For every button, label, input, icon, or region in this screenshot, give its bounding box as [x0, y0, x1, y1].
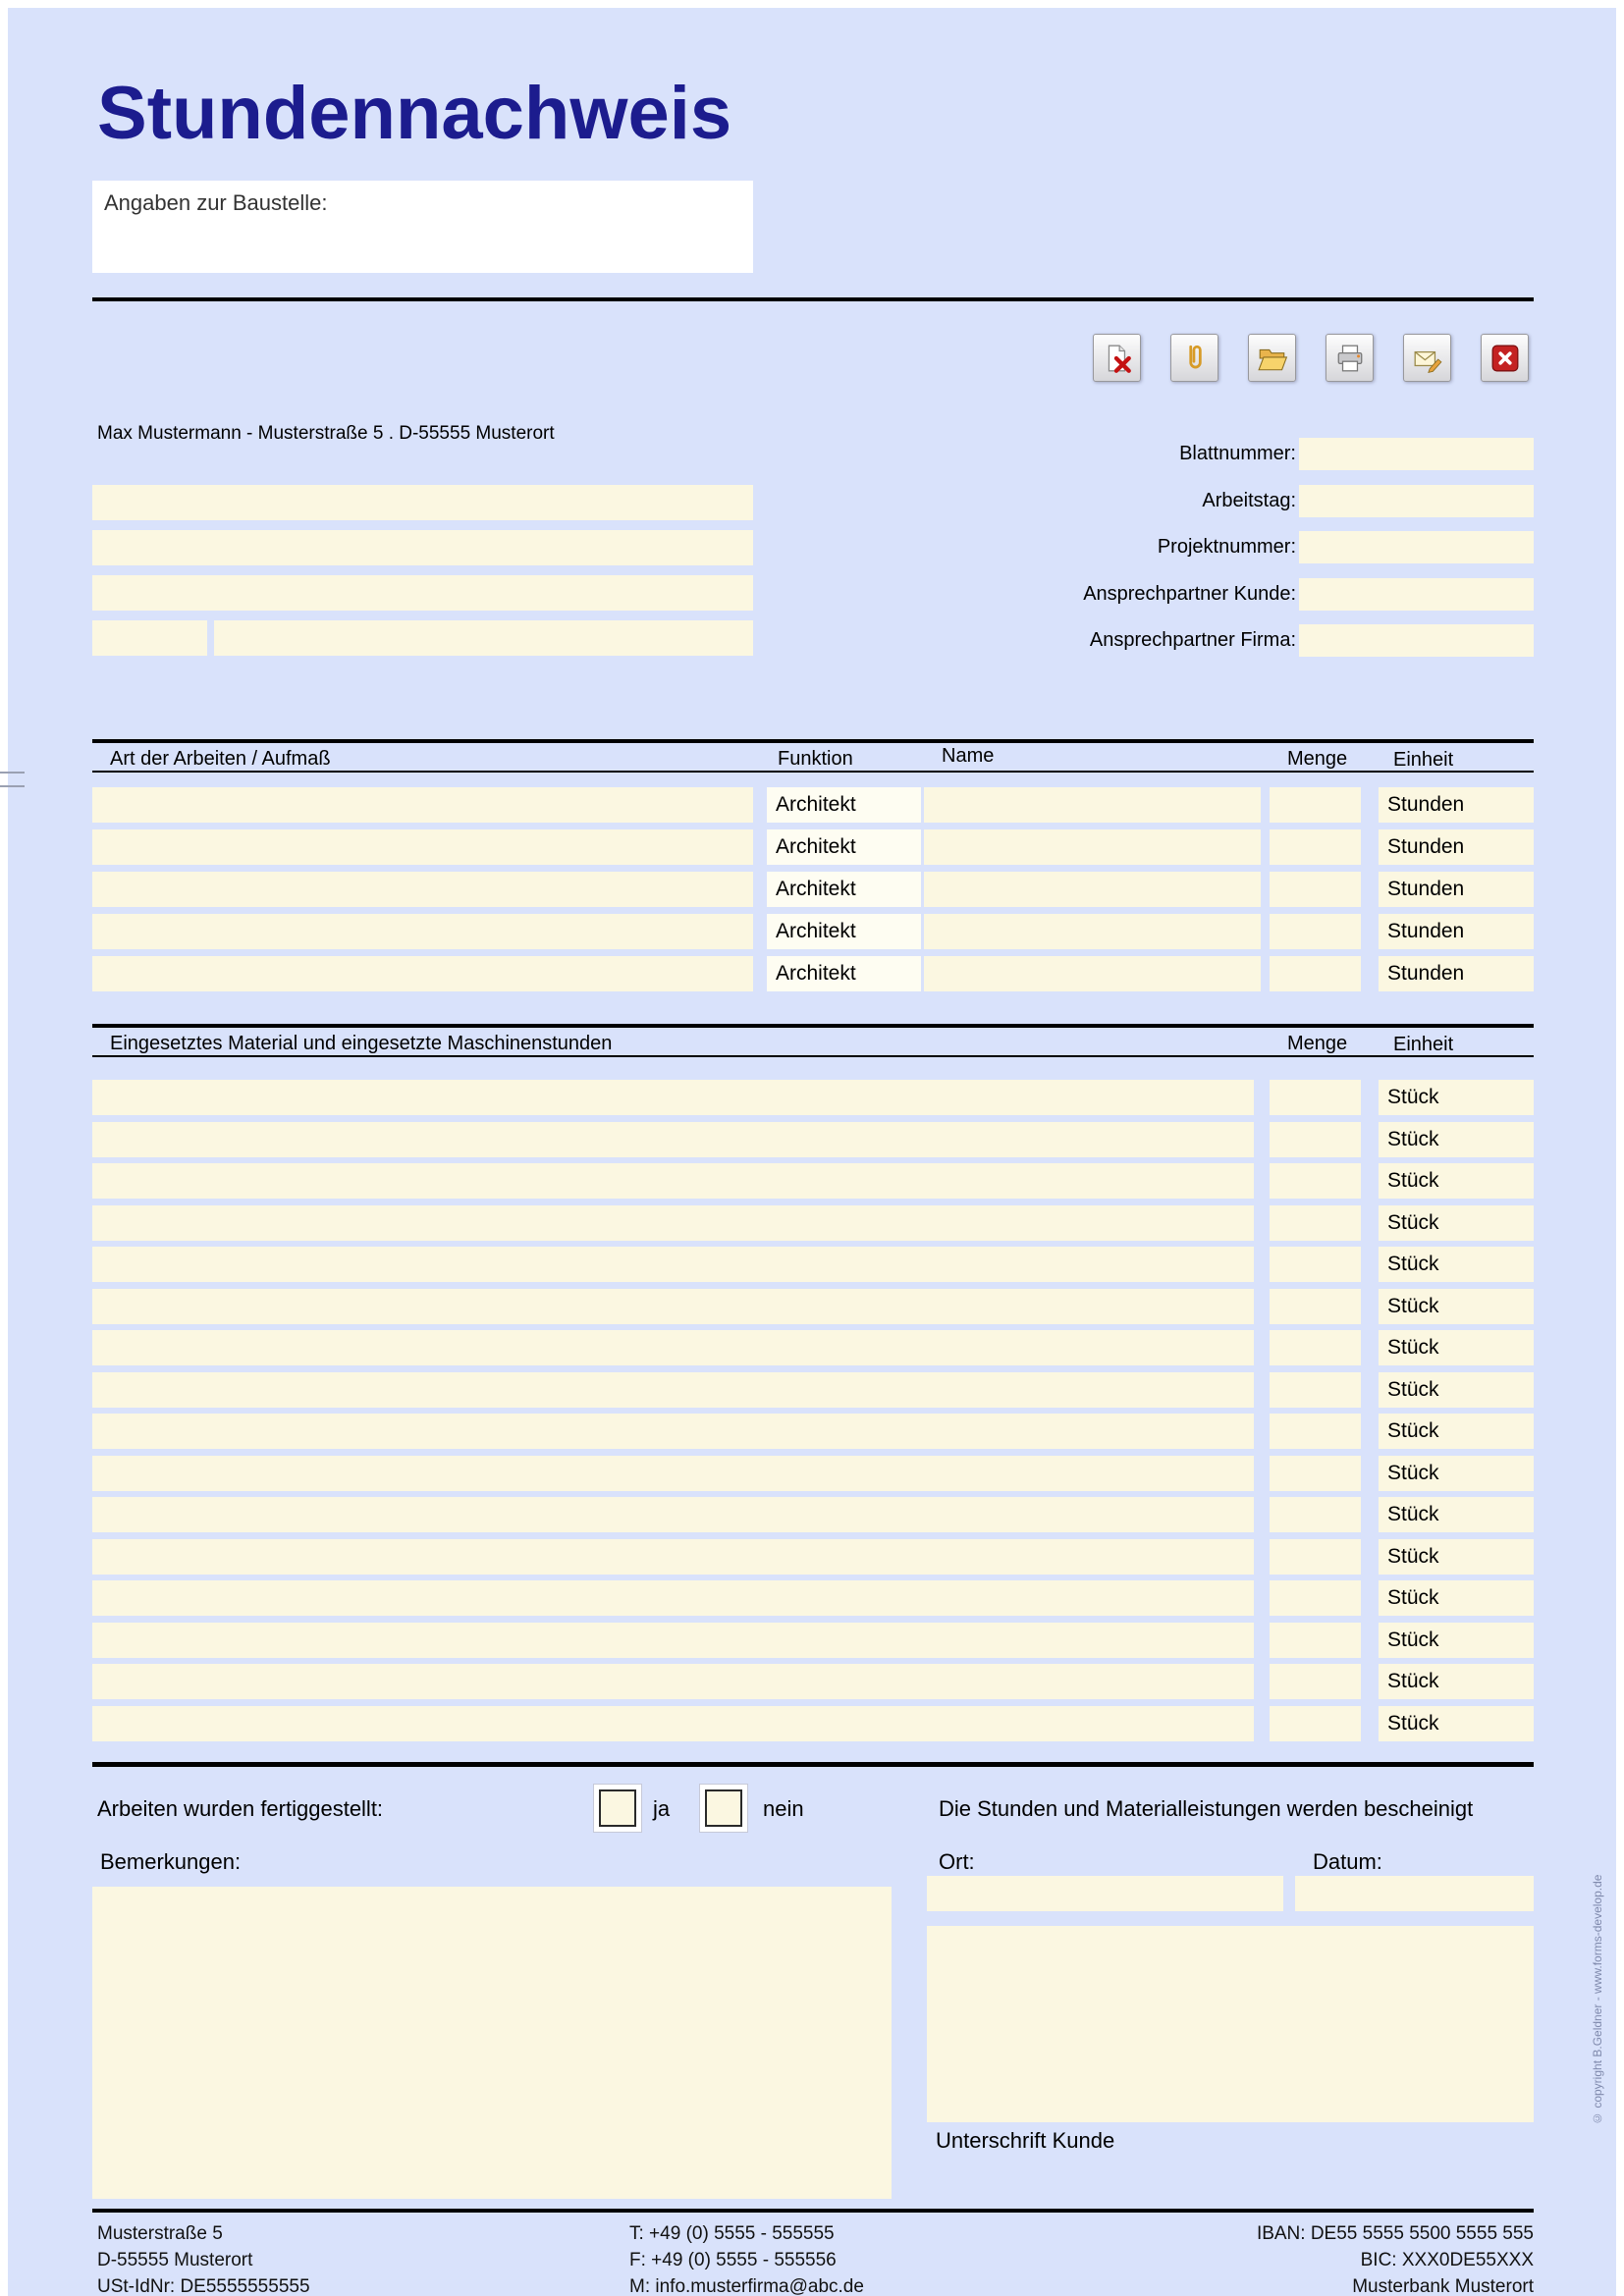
work-name-input[interactable]: [924, 956, 1261, 991]
work-table-rows: [92, 787, 1534, 991]
material-description-input[interactable]: [92, 1497, 1254, 1532]
footer-contact: [629, 2220, 864, 2296]
material-einheit-select[interactable]: Stück: [1379, 1205, 1534, 1241]
close-button[interactable]: [1481, 334, 1529, 382]
material-menge-input[interactable]: [1270, 1247, 1361, 1282]
material-description-input[interactable]: [92, 1664, 1254, 1699]
open-folder-button[interactable]: [1248, 334, 1296, 382]
material-description-input[interactable]: [92, 1289, 1254, 1324]
ort-label: Ort:: [939, 1849, 975, 1874]
meta-field-row: [687, 485, 1534, 517]
attachment-icon: [1179, 343, 1211, 374]
address-line2-input[interactable]: [92, 530, 753, 565]
meta-field-label: Ansprechpartner Kunde:: [1083, 582, 1296, 605]
baustelle-label: Angaben zur Baustelle:: [104, 190, 328, 215]
work-name-input[interactable]: [924, 872, 1261, 907]
work-header-funktion: Funktion: [778, 748, 853, 770]
material-description-input[interactable]: [92, 1372, 1254, 1408]
material-menge-input[interactable]: [1270, 1664, 1361, 1699]
work-funktion-select[interactable]: Architekt: [767, 787, 921, 823]
material-description-input[interactable]: [92, 1580, 1254, 1616]
meta-field-row: [687, 531, 1534, 563]
material-row: [92, 1372, 1534, 1408]
baustelle-input[interactable]: [92, 181, 753, 273]
work-einheit-select[interactable]: Stunden: [1379, 787, 1534, 823]
material-menge-input[interactable]: [1270, 1372, 1361, 1408]
material-row: [92, 1330, 1534, 1365]
work-row: [92, 914, 1534, 949]
datum-label: Datum:: [1313, 1849, 1382, 1874]
work-einheit-select[interactable]: Stunden: [1379, 956, 1534, 991]
material-einheit-select[interactable]: Stück: [1379, 1664, 1534, 1699]
fold-mark: [0, 772, 25, 774]
work-row: [92, 872, 1534, 907]
material-description-input[interactable]: [92, 1122, 1254, 1157]
work-row: [92, 956, 1534, 991]
material-row: [92, 1289, 1534, 1324]
signature-label: Unterschrift Kunde: [936, 2128, 1115, 2153]
material-row: [92, 1163, 1534, 1199]
work-menge-input[interactable]: [1270, 787, 1361, 823]
work-row: [92, 829, 1534, 865]
material-table-header: [92, 1024, 1534, 1057]
material-menge-input[interactable]: [1270, 1539, 1361, 1575]
material-menge-input[interactable]: [1270, 1414, 1361, 1449]
material-einheit-select[interactable]: Stück: [1379, 1580, 1534, 1616]
material-menge-input[interactable]: [1270, 1456, 1361, 1491]
footer-divider: [92, 2209, 1534, 2213]
material-einheit-select[interactable]: Stück: [1379, 1414, 1534, 1449]
page-title: Stundennachweis: [97, 72, 732, 155]
work-row: [92, 787, 1534, 823]
material-einheit-select[interactable]: Stück: [1379, 1497, 1534, 1532]
work-einheit-select[interactable]: Stunden: [1379, 829, 1534, 865]
open-folder-icon: [1257, 343, 1288, 374]
checkbox-ja-box: [599, 1789, 636, 1827]
material-einheit-select[interactable]: Stück: [1379, 1122, 1534, 1157]
work-menge-input[interactable]: [1270, 829, 1361, 865]
footer-address-line3: USt-IdNr: DE5555555555: [97, 2276, 310, 2296]
work-header-description: Art der Arbeiten / Aufmaß: [110, 748, 331, 770]
top-divider: [92, 297, 1534, 301]
material-einheit-select[interactable]: Stück: [1379, 1080, 1534, 1115]
print-icon: [1334, 343, 1366, 374]
material-description-input[interactable]: [92, 1330, 1254, 1365]
material-row: [92, 1456, 1534, 1491]
meta-field-input[interactable]: [1299, 578, 1534, 611]
work-name-input[interactable]: [924, 914, 1261, 949]
work-description-input[interactable]: [92, 787, 753, 823]
footer-email: M: info.musterfirma@abc.de: [629, 2276, 864, 2296]
work-header-name: Name: [942, 745, 995, 767]
material-description-input[interactable]: [92, 1706, 1254, 1741]
work-einheit-select[interactable]: Stunden: [1379, 914, 1534, 949]
certify-text: Die Stunden und Materialleistungen werden bescheinigt: [939, 1796, 1474, 1821]
material-menge-input[interactable]: [1270, 1080, 1361, 1115]
work-funktion-select[interactable]: Architekt: [767, 914, 921, 949]
signature-area[interactable]: [927, 1926, 1534, 2122]
work-menge-input[interactable]: [1270, 914, 1361, 949]
address-ort-input[interactable]: [214, 620, 753, 656]
footer-bic: BIC: XXX0DE55XXX: [1360, 2250, 1534, 2270]
checkbox-nein-box: [705, 1789, 742, 1827]
meta-field-input[interactable]: [1299, 531, 1534, 563]
work-funktion-select[interactable]: Architekt: [767, 829, 921, 865]
sender-address-line: Max Mustermann - Musterstraße 5 . D-55555 Musterort: [97, 423, 555, 444]
checkbox-nein-label: nein: [763, 1796, 804, 1821]
meta-fields: [687, 438, 1534, 657]
material-description-input[interactable]: [92, 1080, 1254, 1115]
meta-field-row: [687, 438, 1534, 470]
material-row: [92, 1205, 1534, 1241]
material-einheit-select[interactable]: Stück: [1379, 1539, 1534, 1575]
meta-field-label: Arbeitstag:: [1202, 489, 1296, 511]
address-line3-input[interactable]: [92, 575, 753, 611]
material-row: [92, 1623, 1534, 1658]
fold-mark: [0, 785, 25, 787]
material-header-einheit: Einheit: [1393, 1034, 1454, 1055]
work-description-input[interactable]: [92, 872, 753, 907]
work-description-input[interactable]: [92, 956, 753, 991]
send-mail-icon: [1412, 343, 1443, 374]
material-einheit-select[interactable]: Stück: [1379, 1247, 1534, 1282]
material-description-input[interactable]: [92, 1247, 1254, 1282]
address-plz-input[interactable]: [92, 620, 207, 656]
work-table-header: [92, 739, 1534, 773]
material-row: [92, 1580, 1534, 1616]
material-row: [92, 1247, 1534, 1282]
footer-address-line2: D-55555 Musterort: [97, 2250, 253, 2270]
send-mail-button[interactable]: [1403, 334, 1451, 382]
meta-field-label: Projektnummer:: [1157, 536, 1296, 558]
bemerkungen-textarea[interactable]: [92, 1887, 892, 2199]
material-menge-input[interactable]: [1270, 1330, 1361, 1365]
material-row: [92, 1497, 1534, 1532]
delete-document-button[interactable]: [1093, 334, 1141, 382]
material-menge-input[interactable]: [1270, 1122, 1361, 1157]
work-name-input[interactable]: [924, 829, 1261, 865]
work-header-menge: Menge: [1287, 748, 1348, 770]
material-description-input[interactable]: [92, 1456, 1254, 1491]
footer-phone: T: +49 (0) 5555 - 555555: [629, 2223, 835, 2244]
meta-field-label: Blattnummer:: [1179, 443, 1296, 464]
work-menge-input[interactable]: [1270, 872, 1361, 907]
attachment-button[interactable]: [1170, 334, 1218, 382]
material-einheit-select[interactable]: Stück: [1379, 1372, 1534, 1408]
material-row: [92, 1539, 1534, 1575]
material-menge-input[interactable]: [1270, 1580, 1361, 1616]
footer-address: [97, 2220, 310, 2296]
ort-input[interactable]: [927, 1876, 1283, 1911]
material-row: [92, 1080, 1534, 1115]
meta-field-label: Ansprechpartner Firma:: [1089, 629, 1296, 651]
work-name-input[interactable]: [924, 787, 1261, 823]
checkbox-nein[interactable]: [699, 1784, 748, 1833]
footer-iban: IBAN: DE55 5555 5500 5555 555: [1256, 2223, 1534, 2244]
datum-input[interactable]: [1295, 1876, 1534, 1911]
material-einheit-select[interactable]: Stück: [1379, 1289, 1534, 1324]
footer-bank-name: Musterbank Musterort: [1352, 2276, 1534, 2296]
material-description-input[interactable]: [92, 1623, 1254, 1658]
material-menge-input[interactable]: [1270, 1623, 1361, 1658]
material-row: [92, 1122, 1534, 1157]
copyright-vertical: © copyright B.Geldner - www.forms-develop.de: [1591, 1874, 1604, 2125]
work-description-input[interactable]: [92, 914, 753, 949]
work-funktion-select[interactable]: Architekt: [767, 956, 921, 991]
footer-address-line1: Musterstraße 5: [97, 2223, 223, 2244]
material-einheit-select[interactable]: Stück: [1379, 1706, 1534, 1741]
meta-field-input[interactable]: [1299, 485, 1534, 517]
work-funktion-select[interactable]: Architekt: [767, 872, 921, 907]
footer-fax: F: +49 (0) 5555 - 555556: [629, 2250, 837, 2270]
material-table-rows: [92, 1080, 1534, 1741]
meta-field-input[interactable]: [1299, 624, 1534, 657]
work-header-einheit: Einheit: [1393, 749, 1454, 771]
meta-field-row: [687, 578, 1534, 611]
material-menge-input[interactable]: [1270, 1497, 1361, 1532]
close-icon: [1489, 343, 1521, 374]
material-row: [92, 1664, 1534, 1699]
delete-document-icon: [1102, 343, 1133, 374]
work-description-input[interactable]: [92, 829, 753, 865]
address-line1-input[interactable]: [92, 485, 753, 520]
meta-field-row: [687, 624, 1534, 657]
material-row: [92, 1414, 1534, 1449]
work-menge-input[interactable]: [1270, 956, 1361, 991]
material-einheit-select[interactable]: Stück: [1379, 1163, 1534, 1199]
checkbox-ja[interactable]: [593, 1784, 642, 1833]
print-button[interactable]: [1326, 334, 1374, 382]
material-menge-input[interactable]: [1270, 1163, 1361, 1199]
material-row: [92, 1706, 1534, 1741]
material-description-input[interactable]: [92, 1539, 1254, 1575]
material-menge-input[interactable]: [1270, 1205, 1361, 1241]
footer-bank: [1141, 2220, 1534, 2296]
material-einheit-select[interactable]: Stück: [1379, 1456, 1534, 1491]
material-menge-input[interactable]: [1270, 1706, 1361, 1741]
material-description-input[interactable]: [92, 1163, 1254, 1199]
material-description-input[interactable]: [92, 1205, 1254, 1241]
meta-field-input[interactable]: [1299, 438, 1534, 470]
material-einheit-select[interactable]: Stück: [1379, 1330, 1534, 1365]
checkbox-ja-label: ja: [653, 1796, 671, 1821]
finished-label: Arbeiten wurden fertiggestellt:: [97, 1796, 384, 1821]
material-header-description: Eingesetztes Material und eingesetzte Maschinenstunden: [110, 1033, 613, 1054]
material-einheit-select[interactable]: Stück: [1379, 1623, 1534, 1658]
work-einheit-select[interactable]: Stunden: [1379, 872, 1534, 907]
bemerkungen-label: Bemerkungen:: [100, 1849, 242, 1874]
material-header-menge: Menge: [1287, 1033, 1348, 1054]
section-divider: [92, 1762, 1534, 1767]
material-description-input[interactable]: [92, 1414, 1254, 1449]
material-menge-input[interactable]: [1270, 1289, 1361, 1324]
